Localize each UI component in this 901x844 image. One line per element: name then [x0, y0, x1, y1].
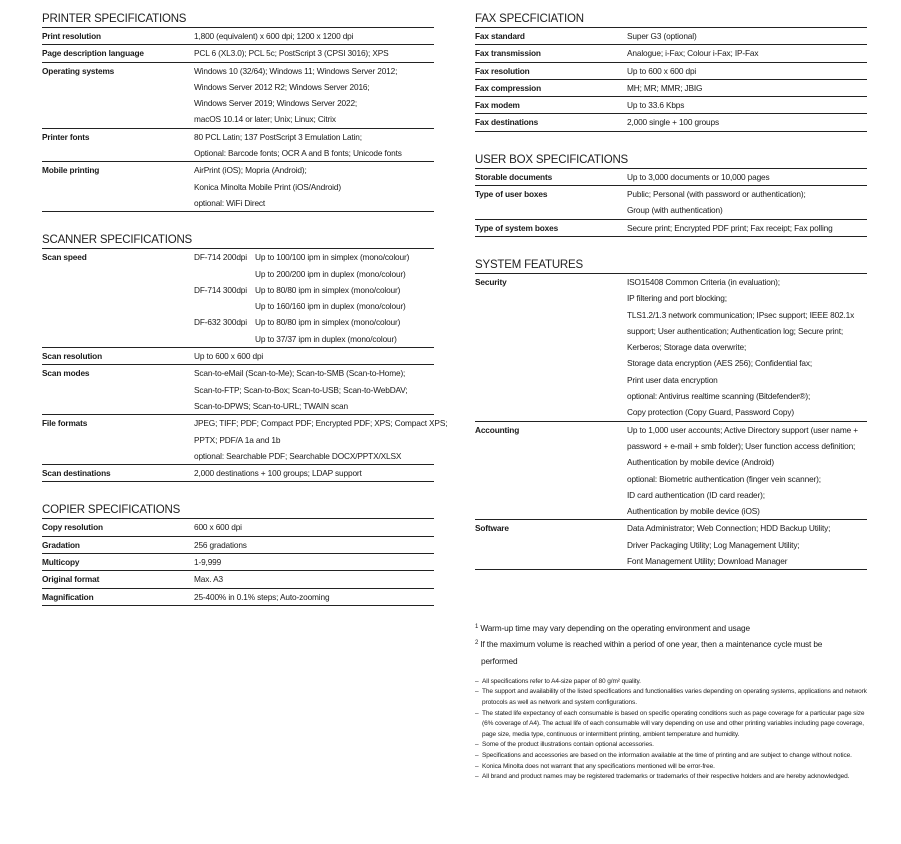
- scan-speed-line: [194, 266, 434, 282]
- footnote-text: performed: [481, 655, 518, 666]
- spec-label: Scan speed: [42, 252, 87, 263]
- spec-label: Original format: [42, 574, 100, 585]
- spec-value-line: Kerberos; Storage data overwrite;: [627, 342, 747, 353]
- spec-value: [194, 129, 434, 162]
- spec-value-line: Secure print; Encrypted PDF print; Fax receipt; Fax polling: [627, 222, 833, 233]
- spec-value-line: IP filtering and port blocking;: [627, 293, 727, 304]
- spec-label: Copy resolution: [42, 522, 103, 533]
- spec-row: [42, 554, 434, 571]
- disclaimer-item: – Konica Minolta does not warrant that any specifications mentioned will be error-free.: [475, 762, 875, 773]
- spec-value-line: AirPrint (iOS); Mopria (Android);: [194, 165, 307, 176]
- spec-value-line: Konica Minolta Mobile Print (iOS/Android): [194, 181, 341, 192]
- spec-value-line: 1-9,999: [194, 557, 222, 568]
- spec-value-line: Driver Packaging Utility; Log Management Utility;: [627, 539, 800, 550]
- spec-value: [194, 465, 434, 481]
- scanner-model: [194, 266, 255, 282]
- spec-value: [194, 589, 434, 605]
- spec-label: Fax compression: [475, 82, 541, 93]
- spec-row: [42, 45, 434, 62]
- spec-value: [627, 80, 867, 96]
- spec-value: [627, 45, 867, 61]
- spec-label: Multicopy: [42, 557, 80, 568]
- spec-row: [475, 80, 867, 97]
- spec-value: [194, 162, 434, 211]
- spec-label: Scan destinations: [42, 468, 111, 479]
- spec-value-line: PPTX; PDF/A 1a and 1b: [194, 434, 281, 445]
- section-title: FAX SPECFICIATION: [475, 13, 867, 28]
- disclaimer-text: Some of the product illustrations contain optional accessories.: [482, 741, 654, 749]
- spec-row: [42, 519, 434, 536]
- spec-row: [42, 589, 434, 606]
- user-box-specifications: [475, 154, 867, 237]
- left-column: [42, 13, 448, 606]
- spec-value-line: Data Administrator; Web Connection; HDD Backup Utility;: [627, 523, 831, 534]
- spec-value-line: 80 PCL Latin; 137 PostScript 3 Emulation Latin;: [194, 131, 362, 142]
- spec-value: [194, 28, 434, 44]
- spec-value-line: 256 gradations: [194, 539, 247, 550]
- spec-row: [42, 63, 434, 129]
- spec-table: [42, 519, 434, 605]
- spec-label: Fax resolution: [475, 65, 530, 76]
- scan-speed-text: Up to 100/100 ipm in simplex (mono/colour): [255, 252, 410, 263]
- spec-table: [475, 28, 867, 132]
- spec-value: [627, 422, 867, 520]
- disclaimer-item: – The stated life expectancy of each consumable is based on specific operating conditions such as page coverage for a particular page size (6% coverage of A4). The actual life of each consumable will vary depending on use and other printing variables including page coverage, page size, media type, continuous or intermittent printing, ambient temperature and humidity.: [475, 709, 875, 741]
- spec-row: [475, 63, 867, 80]
- spec-label: Fax destinations: [475, 117, 539, 128]
- spec-value-line: Public; Personal (with password or authentication);: [627, 189, 806, 200]
- footnote-text: Warm-up time may vary depending on the operating environment and usage: [480, 623, 750, 633]
- spec-value: [194, 554, 434, 570]
- spec-value-line: Analogue; i-Fax; Colour i-Fax; IP-Fax: [627, 48, 759, 59]
- spec-label: Type of user boxes: [475, 189, 548, 200]
- spec-value-line: Copy protection (Copy Guard, Password Copy): [627, 407, 794, 418]
- disclaimer-text: Konica Minolta does not warrant that any specifications mentioned will be error-free.: [482, 762, 715, 770]
- spec-table: [475, 274, 867, 570]
- spec-value: [627, 114, 867, 130]
- spec-value-line: password + e-mail + smb folder); User function access definition;: [627, 440, 856, 451]
- section-title: SYSTEM FEATURES: [475, 259, 867, 274]
- spec-label: File formats: [42, 418, 88, 429]
- spec-value: [627, 220, 867, 236]
- spec-row: [475, 28, 867, 45]
- spec-value-line: Scan-to-eMail (Scan-to-Me); Scan-to-SMB (Scan-to-Home);: [194, 368, 406, 379]
- spec-value-line: 2,000 single + 100 groups: [627, 117, 719, 128]
- scanner-model: DF-714 300dpi: [194, 284, 247, 295]
- spec-value-line: Authentication by mobile device (iOS): [627, 506, 760, 517]
- spec-value-line: optional: Searchable PDF; Searchable DOCX/PPTX/XLSX: [194, 450, 402, 461]
- spec-row: [42, 365, 434, 415]
- scan-speed-line: [194, 331, 434, 347]
- disclaimer-text: The support and availability of the listed specifications and functionalities varies depending on operating systems, applications and network protocols as well as network and system configurations.: [482, 688, 867, 707]
- disclaimer-item: – Specifications and accessories are based on the information available at the time of printing and are subject to change without notice.: [475, 751, 875, 762]
- spec-value: [194, 249, 434, 347]
- spec-value: [627, 169, 867, 185]
- footnote-mark: 2: [475, 640, 479, 647]
- section-title: SCANNER SPECIFICATIONS: [42, 234, 434, 249]
- scan-speed-line: [194, 298, 434, 314]
- spec-value-line: Up to 33.6 Kbps: [627, 100, 685, 111]
- footnote-text: If the maximum volume is reached within a period of one year, then a maintenance cycle must be: [480, 639, 823, 650]
- scan-speed-line: [194, 249, 434, 265]
- notes: [475, 620, 875, 783]
- spec-label: Fax standard: [475, 31, 525, 41]
- spec-value-line: Up to 600 x 600 dpi: [627, 65, 697, 76]
- footnote: [475, 636, 875, 652]
- spec-value: [627, 520, 867, 569]
- fax-specifications: [475, 13, 867, 132]
- spec-label: Storable documents: [475, 171, 553, 182]
- section-title: USER BOX SPECIFICATIONS: [475, 154, 867, 169]
- spec-value-line: Super G3 (optional): [627, 31, 697, 41]
- spec-value-line: MH; MR; MMR; JBIG: [627, 82, 703, 93]
- spec-value-line: JPEG; TIFF; PDF; Compact PDF; Encrypted PDF; XPS; Compact XPS;: [194, 418, 448, 429]
- right-column: [475, 13, 867, 570]
- disclaimers: [475, 677, 875, 783]
- spec-label: Printer fonts: [42, 131, 90, 142]
- spec-label: Gradation: [42, 539, 80, 550]
- spec-row: [42, 249, 434, 348]
- spec-value: [627, 274, 867, 421]
- spec-row: [42, 28, 434, 45]
- spec-row: [475, 114, 867, 131]
- spec-label: Operating systems: [42, 65, 115, 76]
- scanner-model: DF-714 200dpi: [194, 252, 247, 263]
- spec-label: Page description language: [42, 48, 144, 59]
- spec-value: [627, 63, 867, 79]
- scan-speed-line: [194, 314, 434, 330]
- spec-label: Scan resolution: [42, 351, 102, 362]
- spec-label: Print resolution: [42, 31, 101, 41]
- printer-specifications: [42, 13, 434, 212]
- disclaimer-text: All specifications refer to A4-size paper of 80 g/m² quality.: [482, 677, 641, 685]
- scan-speed-text: Up to 80/80 ipm in simplex (mono/colour): [255, 284, 401, 295]
- spec-row: [475, 520, 867, 570]
- spec-row: [475, 186, 867, 220]
- spec-value-line: Authentication by mobile device (Android): [627, 457, 774, 468]
- spec-value-line: Font Management Utility; Download Manager: [627, 556, 788, 567]
- spec-value-line: Windows 10 (32/64); Windows 11; Windows Server 2012;: [194, 65, 398, 76]
- spec-value-line: Up to 3,000 documents or 10,000 pages: [627, 171, 770, 182]
- spec-value: [194, 519, 434, 535]
- section-title: COPIER SPECIFICATIONS: [42, 504, 434, 519]
- spec-row: [42, 162, 434, 212]
- disclaimer-text: All brand and product names may be registered trademarks or trademarks of their respective holders and are hereby acknowledged.: [482, 773, 850, 781]
- scan-speed-text: Up to 160/160 ipm in duplex (mono/colour): [255, 301, 406, 312]
- system-features: [475, 259, 867, 570]
- spec-value-line: 600 x 600 dpi: [194, 522, 242, 533]
- spec-value-line: support; User authentication; Authentication log; Secure print;: [627, 325, 844, 336]
- spec-value: [194, 63, 434, 128]
- spec-row: [42, 129, 434, 163]
- scanner-model: [194, 331, 255, 347]
- spec-value-line: 2,000 destinations + 100 groups; LDAP support: [194, 468, 362, 479]
- spec-value-line: Windows Server 2012 R2; Windows Server 2016;: [194, 81, 370, 92]
- spec-row: [475, 220, 867, 237]
- spec-value: [194, 45, 434, 61]
- scanner-model: [194, 298, 255, 314]
- spec-table: [475, 169, 867, 237]
- spec-value-line: macOS 10.14 or later; Unix; Linux; Citrix: [194, 114, 336, 125]
- spec-value-line: optional: Biometric authentication (finger vein scanner);: [627, 473, 821, 484]
- disclaimer-text: The stated life expectancy of each consumable is based on specific operating conditions such as page coverage for a particular page size (6% coverage of A4). The actual life of each consumable will vary depending on use and other printing variables including page coverage, page size, media type, continuous or intermittent printing, ambient temperature and humidity.: [482, 709, 865, 738]
- spec-value-line: optional: Antivirus realtime scanning (Bitdefender®);: [627, 391, 811, 402]
- spec-value-line: Storage data encryption (AES 256); Confidential fax;: [627, 358, 812, 369]
- spec-value-line: Up to 600 x 600 dpi: [194, 351, 264, 362]
- spec-table: [42, 348, 448, 482]
- spec-row: [42, 465, 434, 482]
- spec-value-line: optional: WiFi Direct: [194, 197, 266, 208]
- scanner-model: DF-632 300dpi: [194, 317, 247, 328]
- spec-label: Fax modem: [475, 100, 520, 111]
- spec-row: [42, 571, 434, 588]
- section-title: PRINTER SPECIFICATIONS: [42, 13, 434, 28]
- scan-speed-text: Up to 37/37 ipm in duplex (mono/colour): [255, 333, 397, 344]
- spec-row: [475, 274, 867, 422]
- spec-row: [42, 537, 434, 554]
- spec-label: Mobile printing: [42, 165, 100, 176]
- spec-value-line: Group (with authentication): [627, 205, 723, 216]
- spec-value-line: Max. A3: [194, 574, 223, 585]
- spec-value-line: 1,800 (equivalent) x 600 dpi; 1200 x 1200 dpi: [194, 31, 354, 41]
- spec-label: Security: [475, 276, 507, 287]
- scan-speed-text: Up to 80/80 ipm in simplex (mono/colour): [255, 317, 401, 328]
- spec-row: [475, 97, 867, 114]
- spec-value: [194, 537, 434, 553]
- spec-label: Fax transmission: [475, 48, 541, 59]
- spec-value-line: TLS1.2/1.3 network communication; IPsec support; IEEE 802.1x: [627, 309, 855, 320]
- spec-table: [42, 28, 434, 212]
- spec-value-line: ISO15408 Common Criteria (in evaluation);: [627, 276, 780, 287]
- spec-value-line: Print user data encryption: [627, 374, 718, 385]
- footnote: [475, 620, 875, 636]
- footnotes: [475, 620, 875, 669]
- spec-label: Scan modes: [42, 368, 90, 379]
- disclaimer-item: – Some of the product illustrations contain optional accessories.: [475, 740, 875, 751]
- spec-value-line: Scan-to-DPWS; Scan-to-URL; TWAIN scan: [194, 400, 348, 411]
- spec-value: [194, 415, 447, 464]
- spec-value: [627, 28, 867, 44]
- spec-value-line: Up to 1,000 user accounts; Active Directory support (user name +: [627, 424, 858, 435]
- spec-label: Type of system boxes: [475, 222, 559, 233]
- spec-value: [627, 186, 867, 219]
- spec-value: [194, 571, 434, 587]
- spec-label: Accounting: [475, 424, 520, 435]
- spec-value-line: Windows Server 2019; Windows Server 2022;: [194, 98, 358, 109]
- disclaimer-item: – The support and availability of the listed specifications and functionalities varies depending on operating systems, applications and network protocols as well as network and system configurations.: [475, 687, 875, 708]
- scanner-specifications: [42, 234, 448, 482]
- spec-value-line: Scan-to-FTP; Scan-to-Box; Scan-to-USB; Scan-to-WebDAV;: [194, 384, 408, 395]
- scan-speed-text: Up to 200/200 ipm in duplex (mono/colour): [255, 268, 406, 279]
- spec-label: Magnification: [42, 591, 94, 602]
- spec-value: [194, 365, 434, 414]
- spec-value-line: ID card authentication (ID card reader);: [627, 489, 765, 500]
- copier-specifications: [42, 504, 434, 605]
- disclaimer-item: – All specifications refer to A4-size paper of 80 g/m² quality.: [475, 677, 875, 688]
- spec-row: [475, 169, 867, 186]
- footnote-mark: 1: [475, 624, 479, 630]
- spec-row: [42, 415, 448, 465]
- disclaimer-text: Specifications and accessories are based on the information available at the time of printing and are subject to change without notice.: [482, 752, 852, 760]
- scan-speed-line: [194, 282, 434, 298]
- spec-row: [475, 45, 867, 62]
- spec-value: [627, 97, 867, 113]
- spec-label: Software: [475, 523, 509, 534]
- spec-row: [475, 422, 867, 521]
- disclaimer-item: – All brand and product names may be registered trademarks or trademarks of their respective holders and are hereby acknowledged.: [475, 772, 875, 783]
- spec-value-line: Optional: Barcode fonts; OCR A and B fonts; Unicode fonts: [194, 148, 402, 159]
- spec-value-line: PCL 6 (XL3.0); PCL 5c; PostScript 3 (CPSI 3016); XPS: [194, 48, 389, 59]
- spec-value-line: 25-400% in 0.1% steps; Auto-zooming: [194, 591, 330, 602]
- spec-row: [42, 348, 434, 365]
- spec-value: [194, 348, 434, 364]
